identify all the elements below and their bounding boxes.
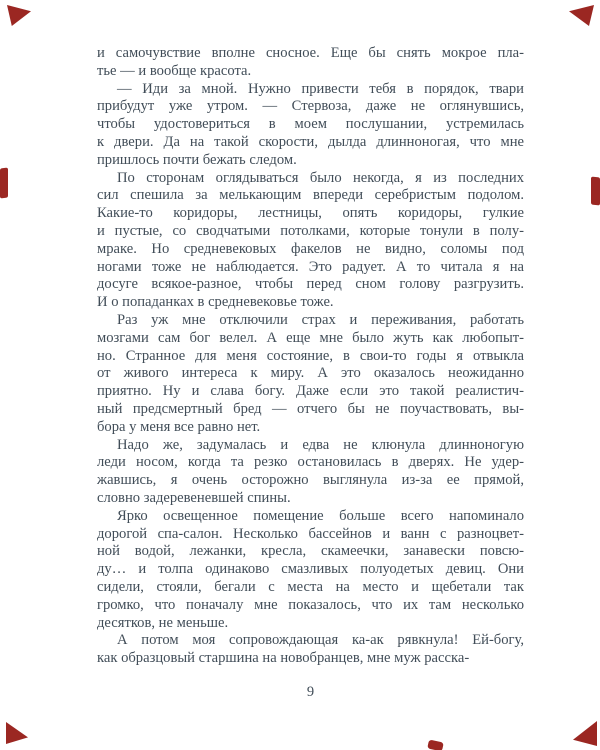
text-line: И о попаданках в средневековье тоже. [97, 294, 334, 311]
text-line: от живого интереса к миру. А это оказалось неожиданно [97, 365, 524, 382]
text-line: чтобы удостовериться в моем послушании, устремилась [97, 116, 524, 133]
text-line: ной водой, лежанки, кресла, скамеечки, занавески повсю- [97, 543, 524, 560]
page-edge-mark-top-left [7, 5, 31, 26]
text-line: досуге всякое-разное, чтобы перед сном голову разгрузить. [97, 276, 524, 293]
text-line: ду… и толпа одинаково смазливых полуодетых девиц. Они [97, 561, 524, 578]
text-line: леди носом, когда та резко остановилась в дверях. Не удер- [97, 454, 524, 471]
text-line: ный предсмертный бред — отчего бы не поучаствовать, вы- [97, 400, 524, 417]
page-edge-mark-bottom-left [6, 722, 28, 744]
text-line: десятков, не меньше. [97, 614, 229, 631]
text-line: Раз уж мне отключили страх и переживания, работать [117, 311, 524, 328]
text-line: А потом моя сопровождающая ка-ак рявкнула! Ей-богу, [117, 632, 524, 649]
text-line: мраке. Но средневековых факелов не видно, соломы под [97, 240, 524, 257]
text-line: как образцовый старшина на новобранцев, мне муж расска- [97, 650, 470, 667]
page-edge-mark-bottom-right [573, 721, 597, 746]
text-line: прибудут уже утром. — Стервоза, даже не оглянувшись, [97, 98, 524, 115]
text-line: и самочувствие вполне сносное. Еще бы снять мокрое пла- [97, 45, 524, 61]
page-edge-mark-left [0, 167, 8, 198]
text-line: жавшись, я очень осторожно выглянула из-за ее прямой, [97, 472, 524, 489]
page-edge-mark-right [591, 177, 600, 206]
text-line: Какие-то коридоры, лестницы, опять коридоры, гулкие [97, 205, 524, 222]
page-edge-mark-top-right [569, 5, 594, 26]
page-number: 9 [306, 684, 315, 700]
text-line: сидели, стояли, бегали с места на место и щебетали так [97, 578, 524, 595]
text-line: — Иди за мной. Нужно привести тебя в порядок, твари [117, 80, 524, 97]
text-line: Ярко освещенное помещение больше всего напоминало [117, 507, 524, 524]
text-line: дорогой спа-салон. Несколько бассейнов и ванн с разноцвет- [97, 525, 524, 542]
text-line: тье — и вообще красота. [97, 62, 252, 79]
text-line: к двери. Да на такой скорости, дылда длинноногая, что мне [97, 133, 524, 150]
text-line: бора у меня все равно нет. [97, 418, 261, 435]
text-line: мозгами сам бог велел. А еще мне было жуть как любопыт- [97, 329, 524, 346]
text-line: сил спешила за мелькающим впереди серебристым подолом. [97, 187, 524, 204]
text-line: словно задеревеневшей спины. [97, 489, 291, 506]
text-line: приятно. Ну и слава богу. Даже если это такой реалистич- [97, 383, 524, 400]
text-line: и пустые, со сводчатыми потолками, которые тонули в полу- [97, 222, 524, 239]
text-line: Надо же, задумалась и едва не клюнула длинноногую [117, 436, 524, 453]
page-text [97, 45, 524, 668]
page-edge-mark-bottom-center [427, 740, 444, 750]
text-line: но. Странное для меня состояние, в свои-то годы я отвыкла [97, 347, 524, 364]
text-line: пришлось почти бежать следом. [97, 151, 297, 168]
text-line: ногами тоже не наблюдается. Это радует. А то читала я на [97, 258, 524, 275]
text-line: громко, что поначалу мне показалось, что их там несколько [97, 596, 524, 613]
text-line: По сторонам оглядываться было некогда, я из последних [117, 169, 524, 186]
